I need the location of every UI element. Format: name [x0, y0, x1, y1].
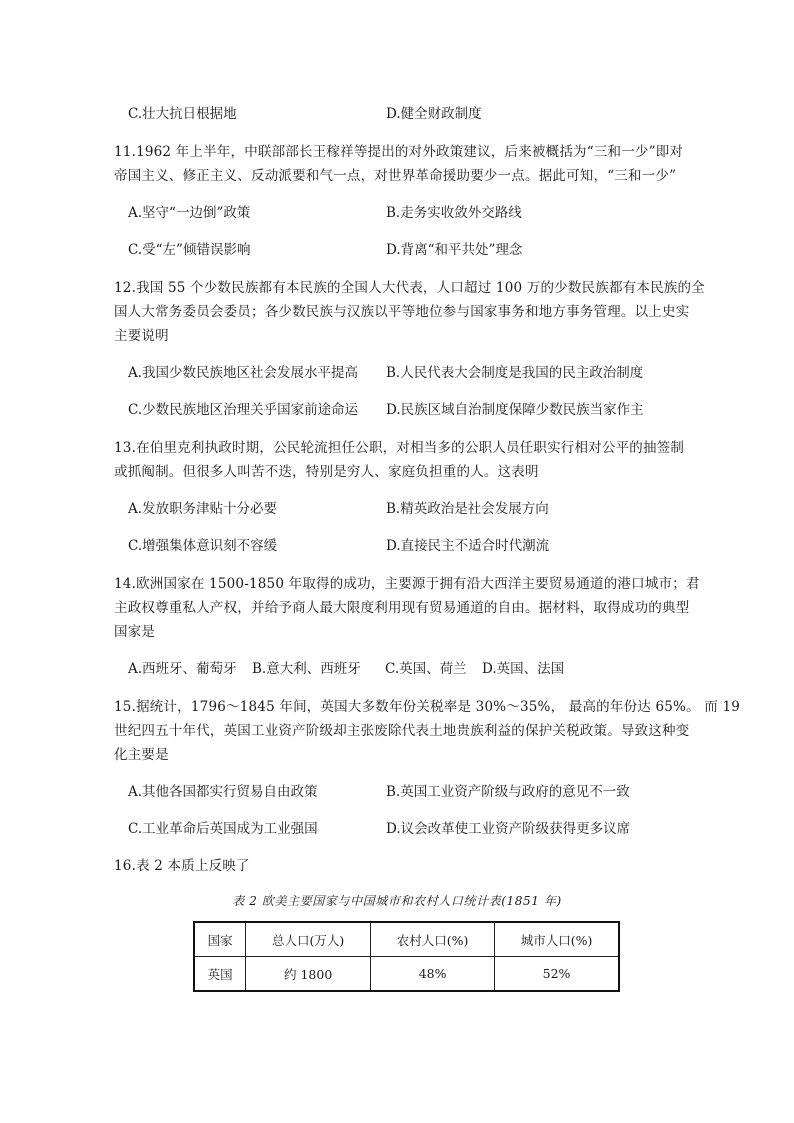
q11-option-c: C.受“左”倾错误影响: [128, 242, 251, 258]
q15-stem-line-1: 15.据统计，1796～1845 年间，英国大多数年份关税率是 30%～35%， 最高的年份达 65%。 而 19: [114, 699, 741, 715]
table-header-cell: 总人口(万人): [246, 922, 371, 957]
q14-stem-line-2: 主政权尊重私人产权，并给予商人最大限度利用现有贸易通道的自由。据材料，取得成功的典型: [114, 600, 690, 616]
q13-option-d: D.直接民主不适合时代潮流: [386, 538, 550, 554]
q11-option-b: B.走务实收敛外交路线: [386, 205, 522, 221]
q15-option-b: B.英国工业资产阶级与政府的意见不一致: [386, 784, 630, 800]
table-cell: 英国: [194, 957, 246, 992]
q14-stem-line-1: 14.欧洲国家在 1500-1850 年取得的成功，主要源于拥有沿大西洋主要贸易通道的港口城市；君: [114, 576, 700, 592]
table-header-row: [194, 922, 619, 957]
q11-stem-line-2: 帝国主义、修正主义、反动派要和气一点，对世界革命援助要少一点。据此可知，“三和一少”: [114, 168, 677, 184]
q12-option-c: C.少数民族地区治理关乎国家前途命运: [128, 402, 359, 418]
q11-stem-line-1: 11.1962 年上半年，中联部部长王稼祥等提出的对外政策建议，后来被概括为“三和一少”即对: [114, 144, 684, 160]
q11-option-d: D.背离“和平共处”理念: [386, 242, 523, 258]
q12-stem-line-2: 国人大常务委员会委员；各少数民族与汉族以平等地位参与国家事务和地方事务管理。以上史实: [114, 304, 690, 320]
q11-option-a: A.坚守“一边倒”政策: [128, 205, 251, 221]
table-row: [194, 957, 619, 992]
q10-option-c: C.壮大抗日根据地: [128, 106, 237, 122]
q13-option-b: B.精英政治是社会发展方向: [386, 501, 549, 517]
q14-option-b: B.意大利、西班牙: [252, 661, 361, 677]
q12-stem-line-1: 12.我国 55 个少数民族都有本民族的全国人大代表，人口超过 100 万的少数民族都有本民族的全: [114, 280, 705, 296]
q10-option-d: D.健全财政制度: [386, 106, 482, 122]
q13-stem-line-2: 或抓阄制。但很多人叫苦不迭，特别是穷人、家庭负担重的人。这表明: [114, 464, 539, 480]
q12-stem-line-3: 主要说明: [114, 328, 169, 344]
q13-option-c: C.增强集体意识刻不容缓: [128, 538, 278, 554]
q16-stem: 16.表 2 本质上反映了: [114, 858, 250, 874]
table-header-cell: 农村人口(%): [371, 922, 495, 957]
q13-option-a: A.发放职务津贴十分必要: [128, 501, 278, 517]
q15-stem-line-3: 化主要是: [114, 747, 169, 763]
table-cell: 约 1800: [246, 957, 371, 992]
q14-option-c: C.英国、荷兰: [385, 661, 467, 677]
q12-option-a: A.我国少数民族地区社会发展水平提高: [128, 365, 359, 381]
q15-stem-line-2: 世纪四五十年代，英国工业资产阶级却主张废除代表土地贵族利益的保护关税政策。导致这种变: [114, 723, 690, 739]
table-cell: 52%: [495, 957, 619, 992]
q12-option-d: D.民族区域自治制度保障少数民族当家作主: [386, 402, 644, 418]
q15-option-c: C.工业革命后英国成为工业强国: [128, 821, 318, 837]
population-table: [193, 921, 620, 992]
q14-option-a: A.西班牙、葡萄牙: [128, 661, 237, 677]
table-header-cell: 国家: [194, 922, 246, 957]
table-header-cell: 城市人口(%): [495, 922, 619, 957]
q14-stem-line-3: 国家是: [114, 624, 156, 640]
table-caption: 表 2 欧美主要国家与中国城市和农村人口统计表(1851 年): [232, 894, 562, 908]
q14-option-d: D.英国、法国: [482, 661, 565, 677]
q15-option-d: D.议会改革使工业资产阶级获得更多议席: [386, 821, 631, 837]
q15-option-a: A.其他各国都实行贸易自由政策: [128, 784, 318, 800]
table-cell: 48%: [371, 957, 495, 992]
q13-stem-line-1: 13.在伯里克利执政时期，公民轮流担任公职，对相当多的公职人员任职实行相对公平的抽签制: [114, 440, 685, 456]
q12-option-b: B.人民代表大会制度是我国的民主政治制度: [386, 365, 644, 381]
